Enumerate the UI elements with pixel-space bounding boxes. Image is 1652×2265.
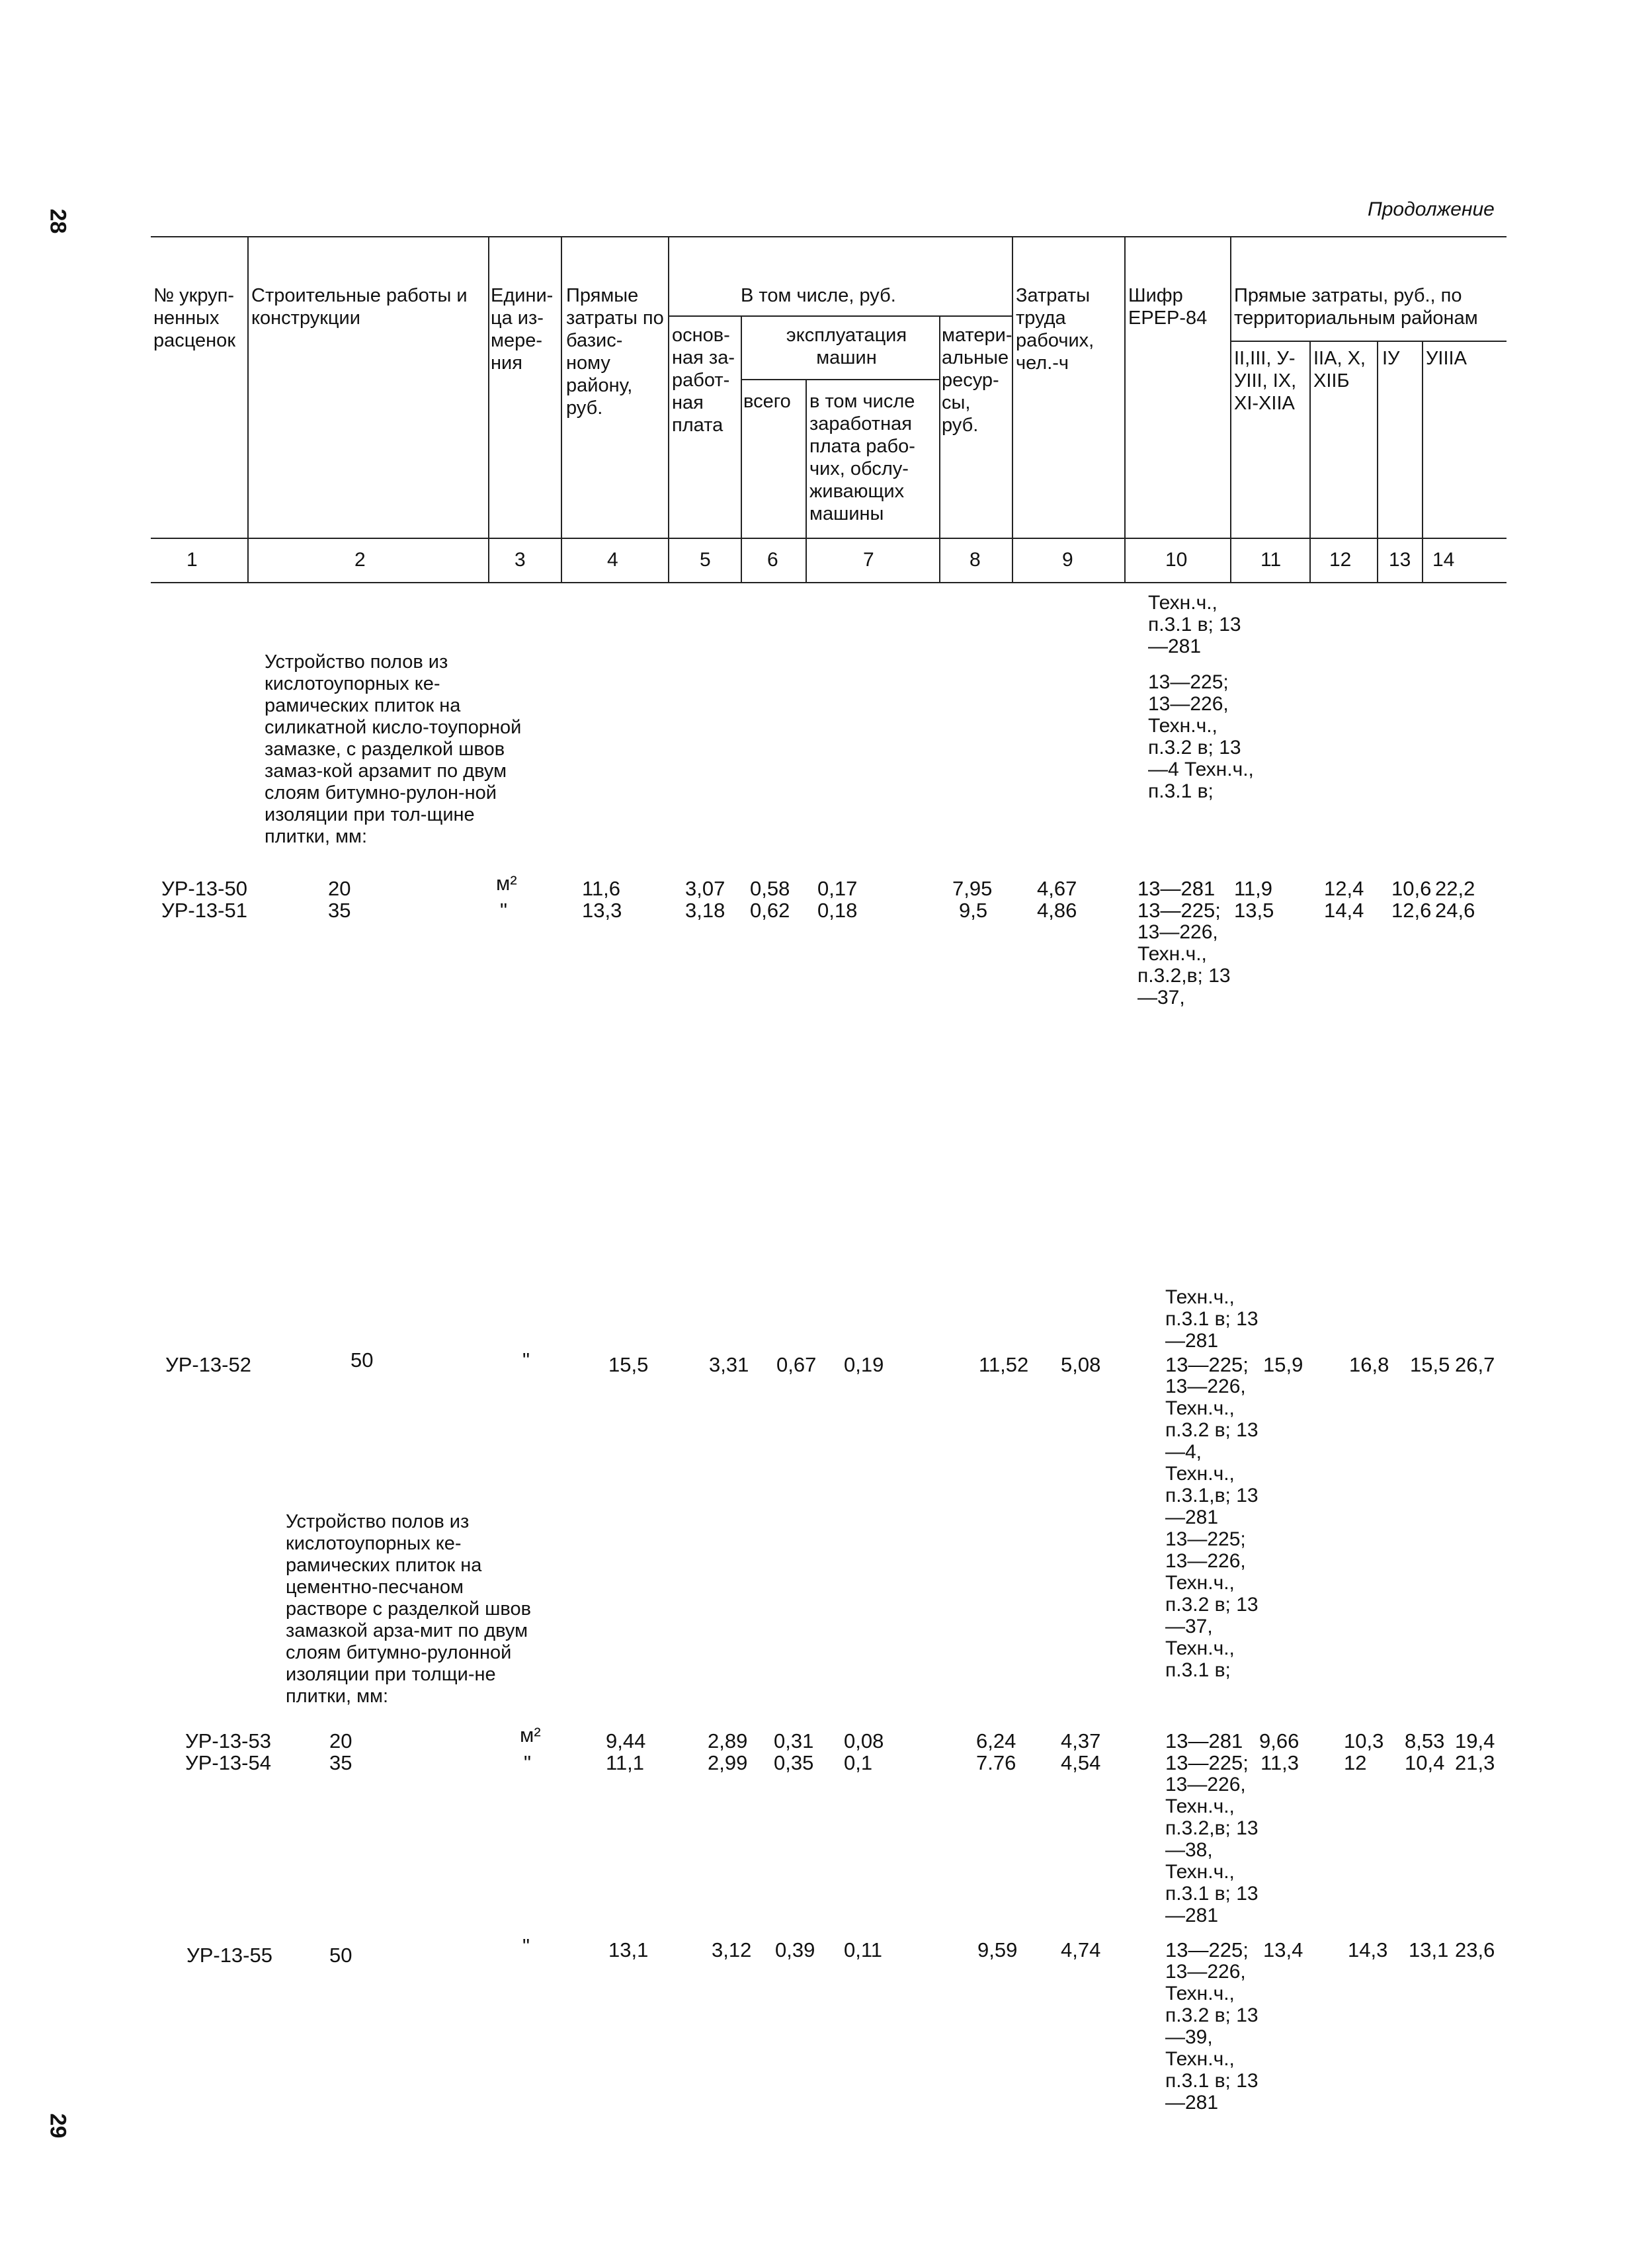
row-labor: 4,67 bbox=[1037, 877, 1077, 900]
row-direct: 13,1 bbox=[608, 1938, 649, 1961]
row-materials: 7,95 bbox=[952, 877, 993, 900]
header-including: В том числе, руб. bbox=[741, 285, 896, 306]
cipher-text: Техн.ч., п.3.1 в; 13—281 bbox=[1148, 592, 1241, 657]
header-cipher: Шифр ЕРЕР-84 bbox=[1128, 285, 1208, 329]
left-page-number: 28 bbox=[45, 208, 71, 234]
colnum-13: 13 bbox=[1389, 549, 1411, 571]
row-mach: 0,62 bbox=[750, 899, 790, 922]
header-mach-total: всего bbox=[743, 391, 791, 412]
row-region-11: 11,3 bbox=[1260, 1751, 1300, 1774]
colnum-5: 5 bbox=[700, 549, 711, 571]
cipher-text: 13—226, Техн.ч., п.3.2,в; 13—38, Техн.ч., п.3.1 в; 13—281 bbox=[1165, 1774, 1259, 1926]
row-region-11: 9,66 bbox=[1259, 1729, 1300, 1752]
colnum-7: 7 bbox=[863, 549, 874, 571]
row-cipher: 13—281 bbox=[1137, 877, 1216, 900]
row-mach-wage: 0,1 bbox=[844, 1751, 873, 1774]
colnum-8: 8 bbox=[970, 549, 981, 571]
row-region-14: 23,6 bbox=[1455, 1938, 1495, 1961]
row-region-12: 12,4 bbox=[1324, 877, 1364, 900]
row-materials: 9,5 bbox=[959, 899, 988, 922]
row-cipher: 13—225; bbox=[1165, 1938, 1249, 1961]
row-code: УР-13-55 bbox=[186, 1944, 272, 1967]
row-materials: 6,24 bbox=[976, 1729, 1016, 1752]
work-description: Устройство полов из кислотоупорных ке-рамических плиток на силикатной кисло-тоупорной замазке, с разделкой швов замаз-кой арзамит по двум слоям битумно-рулон-ной изоляции при тол-щине плитки, мм: bbox=[265, 651, 522, 847]
row-code: УР-13-51 bbox=[161, 899, 247, 922]
row-direct: 15,5 bbox=[608, 1353, 649, 1376]
row-labor: 4,86 bbox=[1037, 899, 1077, 922]
header-region-12: IIA, X, XIIБ bbox=[1313, 348, 1366, 391]
row-mach: 0,31 bbox=[774, 1729, 814, 1752]
row-cipher: 13—225; bbox=[1137, 899, 1221, 922]
cipher-text: 13—226, Техн.ч., п.3.2 в; 13—4, Техн.ч., п.3.1,в; 13—281 bbox=[1165, 1376, 1259, 1528]
row-unit: м² bbox=[496, 872, 517, 895]
header-machines: эксплуатация машин bbox=[786, 325, 907, 368]
row-direct: 13,3 bbox=[582, 899, 622, 922]
header-region-14: УIIIA bbox=[1426, 348, 1467, 369]
row-region-12: 14,4 bbox=[1324, 899, 1364, 922]
row-code: УР-13-52 bbox=[165, 1353, 251, 1376]
row-code: УР-13-53 bbox=[185, 1729, 271, 1752]
colnum-9: 9 bbox=[1062, 549, 1073, 571]
row-wage: 2,89 bbox=[708, 1729, 748, 1752]
colnum-12: 12 bbox=[1329, 549, 1352, 571]
row-cipher: 13—225; bbox=[1165, 1353, 1249, 1376]
row-region-12: 16,8 bbox=[1349, 1353, 1389, 1376]
header-base-wage: основ-ная за-работ-ная плата bbox=[672, 325, 735, 436]
header-mach-wage: в том числе заработная плата рабо-чих, обслу-живающих машины bbox=[809, 391, 915, 524]
row-mach: 0,39 bbox=[775, 1938, 815, 1961]
row-region-14: 19,4 bbox=[1455, 1729, 1495, 1752]
header-materials: матери-альные ресур-сы, руб. bbox=[942, 325, 1012, 436]
colnum-3: 3 bbox=[515, 549, 526, 571]
row-cipher: 13—281 bbox=[1165, 1729, 1243, 1752]
row-region-12: 10,3 bbox=[1344, 1729, 1384, 1752]
colnum-14: 14 bbox=[1432, 549, 1455, 571]
header-unit: Едини-ца из-мере-ния bbox=[491, 285, 554, 374]
row-wage: 3,31 bbox=[709, 1353, 749, 1376]
row-region-11: 13,4 bbox=[1263, 1938, 1303, 1961]
row-unit: " bbox=[500, 899, 508, 922]
row-labor: 4,54 bbox=[1061, 1751, 1101, 1774]
row-mach-wage: 0,18 bbox=[817, 899, 858, 922]
row-mach-wage: 0,11 bbox=[844, 1938, 883, 1961]
header-works: Строительные работы и конструкции bbox=[251, 285, 468, 329]
row-mach-wage: 0,19 bbox=[844, 1353, 884, 1376]
row-mach: 0,67 bbox=[776, 1353, 817, 1376]
row-region-14: 24,6 bbox=[1435, 899, 1475, 922]
row-region-13: 12,6 bbox=[1391, 899, 1432, 922]
cipher-text: 13—225; 13—226, Техн.ч., п.3.2 в; 13—37, Техн.ч., п.3.1 в; bbox=[1165, 1528, 1259, 1681]
row-thickness: 50 bbox=[329, 1944, 352, 1967]
row-unit: " bbox=[522, 1348, 530, 1372]
colnum-10: 10 bbox=[1165, 549, 1188, 571]
header-region-13: IУ bbox=[1382, 348, 1400, 369]
row-direct: 11,1 bbox=[606, 1751, 645, 1774]
row-region-11: 15,9 bbox=[1263, 1353, 1303, 1376]
row-labor: 5,08 bbox=[1061, 1353, 1101, 1376]
row-unit: " bbox=[524, 1751, 532, 1774]
row-thickness: 50 bbox=[351, 1348, 374, 1372]
row-unit: м² bbox=[520, 1723, 541, 1747]
cipher-text: 13—226, Техн.ч., п.3.2,в; 13—37, bbox=[1137, 921, 1231, 1009]
row-region-13: 10,6 bbox=[1391, 877, 1432, 900]
row-labor: 4,74 bbox=[1061, 1938, 1101, 1961]
row-wage: 3,12 bbox=[712, 1938, 752, 1961]
colnum-4: 4 bbox=[607, 549, 618, 571]
row-region-13: 8,53 bbox=[1405, 1729, 1445, 1752]
row-materials: 11,52 bbox=[979, 1353, 1029, 1376]
row-cipher: 13—225; bbox=[1165, 1751, 1249, 1774]
continuation-label: Продолжение bbox=[1368, 198, 1495, 220]
row-region-13: 13,1 bbox=[1409, 1938, 1449, 1961]
colnum-1: 1 bbox=[186, 549, 198, 571]
row-region-12: 14,3 bbox=[1348, 1938, 1388, 1961]
header-region-11: II,III, У-УIII, IX, XI-XIIA bbox=[1234, 348, 1297, 414]
row-thickness: 35 bbox=[329, 1751, 352, 1774]
row-labor: 4,37 bbox=[1061, 1729, 1101, 1752]
row-mach: 0,58 bbox=[750, 877, 790, 900]
header-labor: Затраты труда рабочих, чел.-ч bbox=[1016, 285, 1094, 374]
row-region-12: 12 bbox=[1344, 1751, 1367, 1774]
header-direct-base: Прямые затраты по базис-ному району, руб. bbox=[566, 285, 664, 419]
row-wage: 3,07 bbox=[685, 877, 725, 900]
cipher-text: 13—225; 13—226, Техн.ч., п.3.2 в; 13—4 Техн.ч., п.3.1 в; bbox=[1148, 671, 1254, 802]
row-region-11: 11,9 bbox=[1234, 877, 1273, 900]
row-direct: 11,6 bbox=[582, 877, 621, 900]
row-code: УР-13-54 bbox=[185, 1751, 271, 1774]
row-region-13: 15,5 bbox=[1410, 1353, 1450, 1376]
header-regions: Прямые затраты, руб., по территориальным районам bbox=[1234, 285, 1478, 329]
row-region-14: 21,3 bbox=[1455, 1751, 1495, 1774]
row-region-14: 22,2 bbox=[1435, 877, 1475, 900]
row-unit: " bbox=[522, 1934, 530, 1957]
row-thickness: 35 bbox=[328, 899, 351, 922]
row-wage: 2,99 bbox=[708, 1751, 748, 1774]
cipher-text: Техн.ч., п.3.1 в; 13—281 bbox=[1165, 1286, 1259, 1352]
row-direct: 9,44 bbox=[606, 1729, 646, 1752]
row-mach-wage: 0,08 bbox=[844, 1729, 884, 1752]
row-materials: 7.76 bbox=[976, 1751, 1016, 1774]
colnum-6: 6 bbox=[767, 549, 778, 571]
row-mach-wage: 0,17 bbox=[817, 877, 858, 900]
row-wage: 3,18 bbox=[685, 899, 725, 922]
right-page-number: 29 bbox=[45, 2113, 71, 2139]
row-thickness: 20 bbox=[329, 1729, 352, 1752]
row-mach: 0,35 bbox=[774, 1751, 814, 1774]
row-thickness: 20 bbox=[328, 877, 351, 900]
row-code: УР-13-50 bbox=[161, 877, 247, 900]
colnum-11: 11 bbox=[1260, 549, 1282, 571]
row-materials: 9,59 bbox=[977, 1938, 1018, 1961]
row-region-13: 10,4 bbox=[1405, 1751, 1445, 1774]
row-region-14: 26,7 bbox=[1455, 1353, 1495, 1376]
row-region-11: 13,5 bbox=[1234, 899, 1274, 922]
colnum-2: 2 bbox=[354, 549, 366, 571]
header-code: № укруп-ненных расценок bbox=[153, 285, 236, 351]
cipher-text: 13—226, Техн.ч., п.3.2 в; 13—39, Техн.ч., п.3.1 в; 13—281 bbox=[1165, 1961, 1259, 2114]
work-description: Устройство полов из кислотоупорных ке-рамических плиток на цементно-песчаном растворе с разделкой швов замазкой арза-мит по двум слоям битумно-рулонной изоляции при толщи-не плитки, мм: bbox=[286, 1511, 531, 1707]
